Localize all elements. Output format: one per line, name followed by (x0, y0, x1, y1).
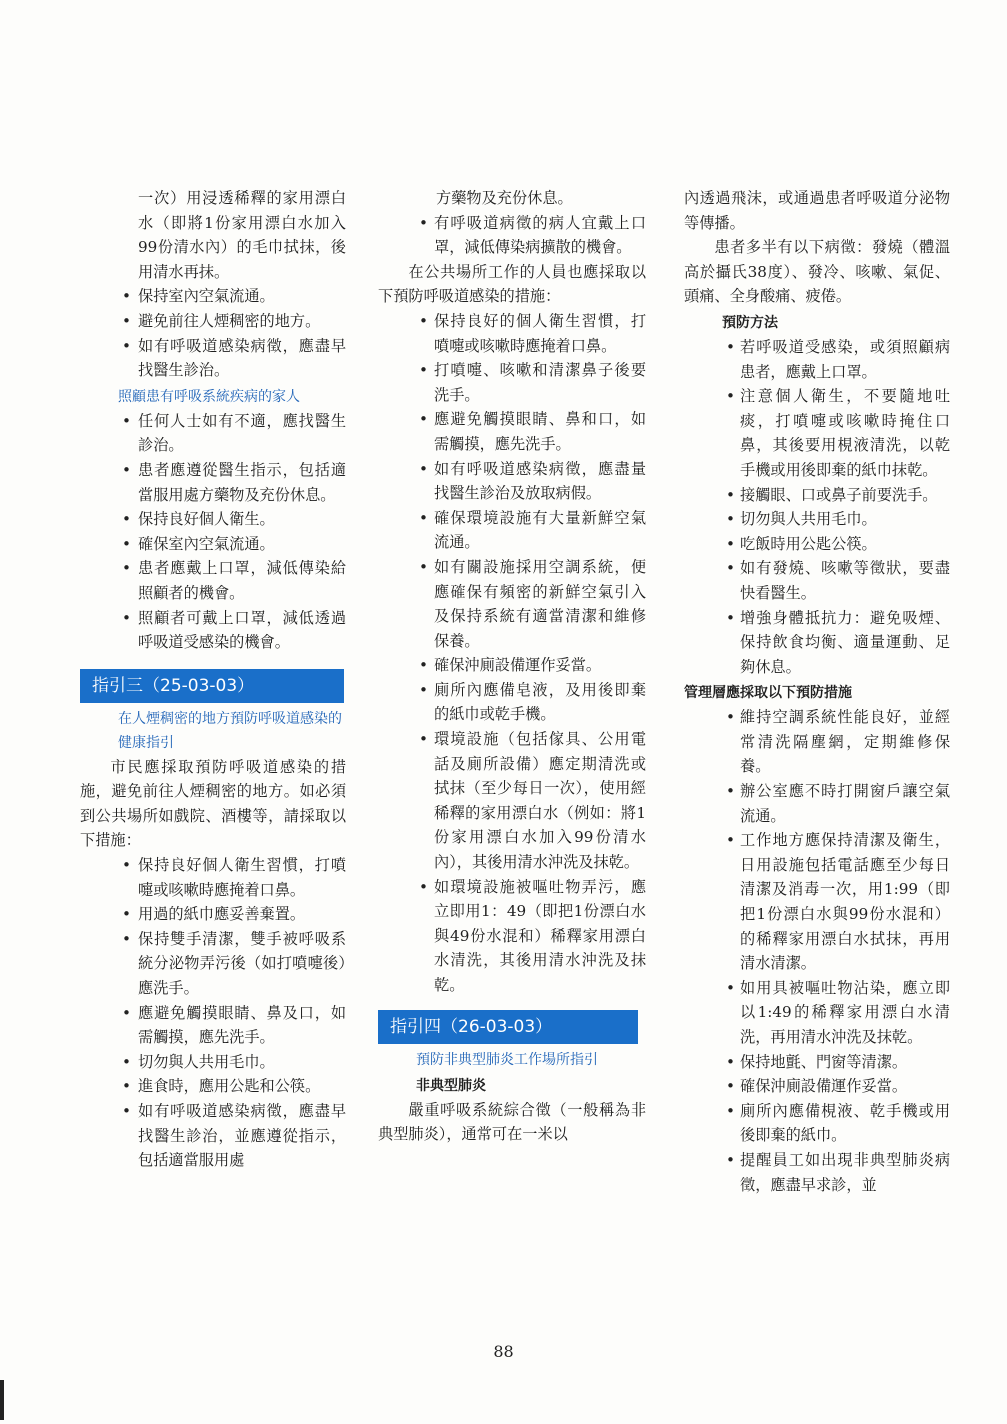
section-heading-family-care: 照顧患有呼吸系統疾病的家人 (118, 388, 300, 405)
list-item: • 如用具被嘔吐物沾染，應立即以1:49的稀釋家用漂白水清洗，再用清水沖洗及抹乾。 (684, 976, 950, 1050)
bullet-list (378, 309, 646, 998)
list-item: • 環境設施（包括傢具、公用電話及廁所設備）應定期清洗或拭抹（至少每日一次），使用經稀釋的家用漂白水（例如：將1份家用漂白水加入99份清水內），其後用清水沖洗及抹乾。 (378, 727, 646, 875)
prevention-heading: 預防方法 (722, 314, 778, 331)
list-item: • 辦公室應不時打開窗戶讓空氣流通。 (684, 779, 950, 828)
guideline-3-banner: 指引三（25-03-03） (80, 669, 344, 703)
list-item: • 增強身體抵抗力：避免吸煙、保持飲食均衡、適量運動、足夠休息。 (684, 606, 950, 680)
list-item: • 注意個人衛生，不要隨地吐痰，打噴嚏或咳嗽時掩住口鼻，其後要用梘液清洗，以乾手機或用後即棄的紙巾抹乾。 (684, 384, 950, 482)
list-item: • 吃飯時用公匙公筷。 (684, 532, 950, 557)
list-item: • 避免前往人煙稠密的地方。 (80, 309, 346, 334)
list-item: • 如有呼吸道感染病徵，應盡量找醫生診治及放取病假。 (378, 457, 646, 506)
column-2 (378, 186, 646, 1147)
bullet-list (80, 409, 346, 655)
list-item: • 維持空調系統性能良好，並經常清洗隔塵網，定期維修保養。 (684, 705, 950, 779)
list-item: • 確保環境設施有大量新鮮空氣流通。 (378, 506, 646, 555)
sars-paragraph: 嚴重呼吸系統綜合徵（一般稱為非典型肺炎），通常可在一米以 (378, 1100, 646, 1144)
list-item: • 保持地氈、門窗等清潔。 (684, 1050, 950, 1075)
list-item: • 患者應遵從醫生指示，包括適當服用處方藥物及充份休息。 (80, 458, 346, 507)
list-item: • 如有發燒、咳嗽等徵狀，要盡快看醫生。 (684, 556, 950, 605)
column-3 (684, 186, 950, 1197)
list-item: • 如有呼吸道感染病徵，應盡早找醫生診治，並應遵從指示，包括適當服用處 (80, 1099, 346, 1173)
list-item: • 保持良好的個人衛生習慣，打噴嚏或咳嗽時應掩着口鼻。 (378, 309, 646, 358)
list-item: • 保持良好個人衛生習慣，打噴嚏或咳嗽時應掩着口鼻。 (80, 853, 346, 902)
list-item: • 確保沖廁設備運作妥當。 (378, 653, 646, 678)
list-item: • 如環境設施被嘔吐物弄污，應立即用1：49（即把1份漂白水與49份水混和）稀釋家用漂白水清洗，其後用清水沖洗及抹乾。 (378, 875, 646, 998)
list-item: • 若呼吸道受感染，或須照顧病患者，應戴上口罩。 (684, 335, 950, 384)
list-item: • 廁所內應備梘液、乾手機或用後即棄的紙巾。 (684, 1099, 950, 1148)
list-item: • 保持雙手清潔，雙手被呼吸系統分泌物弄污後（如打噴嚏後）應洗手。 (80, 927, 346, 1001)
list-item: • 照顧者可戴上口罩，減低透過呼吸道受感染的機會。 (80, 606, 346, 655)
page-number: 88 (493, 1342, 514, 1361)
guideline-4-subtitle: 預防非典型肺炎工作場所指引 (416, 1051, 598, 1068)
list-item: • 保持良好個人衛生。 (80, 507, 346, 532)
bullet-list (80, 853, 346, 1173)
list-item: • 切勿與人共用毛巾。 (684, 507, 950, 532)
list-item: • 保持室內空氣流通。 (80, 284, 346, 309)
continued-text: 方藥物及充份休息。 (436, 189, 573, 207)
list-item: • 應避免觸摸眼睛、鼻和口，如需觸摸，應先洗手。 (378, 407, 646, 456)
list-item: • 任何人士如有不適，應找醫生診治。 (80, 409, 346, 458)
guideline-4-banner: 指引四（26-03-03） (378, 1010, 638, 1044)
list-item: • 如有呼吸道感染病徵，應盡早找醫生診治。 (80, 334, 346, 383)
list-item: • 打噴嚏、咳嗽和清潔鼻子後要洗手。 (378, 358, 646, 407)
list-item: • 切勿與人共用毛巾。 (80, 1050, 346, 1075)
list-item: • 有呼吸道病徵的病人宜戴上口罩，減低傳染病擴散的機會。 (378, 211, 646, 260)
list-item: • 確保室內空氣流通。 (80, 532, 346, 557)
bullet-list (684, 705, 950, 1197)
bullet-list (80, 284, 346, 382)
management-heading: 管理層應採取以下預防措施 (684, 685, 852, 702)
scan-margin-mark (0, 1380, 4, 1420)
list-item: • 工作地方應保持清潔及衛生，日用設施包括電話應至少每日清潔及消毒一次，用1:99（即把1份漂白水與99份水混和）的稀釋家用漂白水拭抹，再用清水清潔。 (684, 828, 950, 976)
list-item: • 接觸眼、口或鼻子前要洗手。 (684, 483, 950, 508)
list-item: • 如有關設施採用空調系統，便應確保有頻密的新鮮空氣引入及保持系統有適當清潔和維修保養。 (378, 555, 646, 653)
symptoms-paragraph: 患者多半有以下病徵：發燒（體溫高於攝氏38度）、發冷、咳嗽、氣促、頭痛、全身酸痛、疲倦。 (684, 238, 950, 306)
list-item: • 廁所內應備皂液，及用後即棄的紙巾或乾手機。 (378, 678, 646, 727)
public-workers-intro: 在公共場所工作的人員也應採取以下預防呼吸道感染的措施： (378, 262, 646, 306)
list-item: • 提醒員工如出現非典型肺炎病徵，應盡早求診，並 (684, 1148, 950, 1197)
column-1 (80, 186, 346, 1173)
list-item: • 進食時，應用公匙和公筷。 (80, 1074, 346, 1099)
list-item: • 患者應戴上口罩，減低傳染給照顧者的機會。 (80, 556, 346, 605)
bullet-list (684, 335, 950, 679)
list-item: • 應避免觸摸眼睛、鼻及口，如需觸摸，應先洗手。 (80, 1001, 346, 1050)
bullet-list (378, 211, 646, 260)
sars-heading: 非典型肺炎 (416, 1077, 486, 1094)
list-item: • 用過的紙巾應妥善棄置。 (80, 902, 346, 927)
guideline-3-intro: 市民應採取預防呼吸道感染的措施，避免前往人煙稠密的地方。如必須到公共場所如戲院、酒樓等，請採取以下措施： (80, 757, 346, 850)
guideline-3-subtitle: 在人煙稠密的地方預防呼吸道感染的健康指引 (118, 710, 342, 751)
list-item: • 確保沖廁設備運作妥當。 (684, 1074, 950, 1099)
continued-text: 一次）用浸透稀釋的家用漂白水（即將1份家用漂白水加入99份清水內）的毛巾拭抹，後用清水再抹。 (138, 189, 346, 281)
continued-text: 內透過飛沫，或通過患者呼吸道分泌物等傳播。 (684, 189, 950, 232)
